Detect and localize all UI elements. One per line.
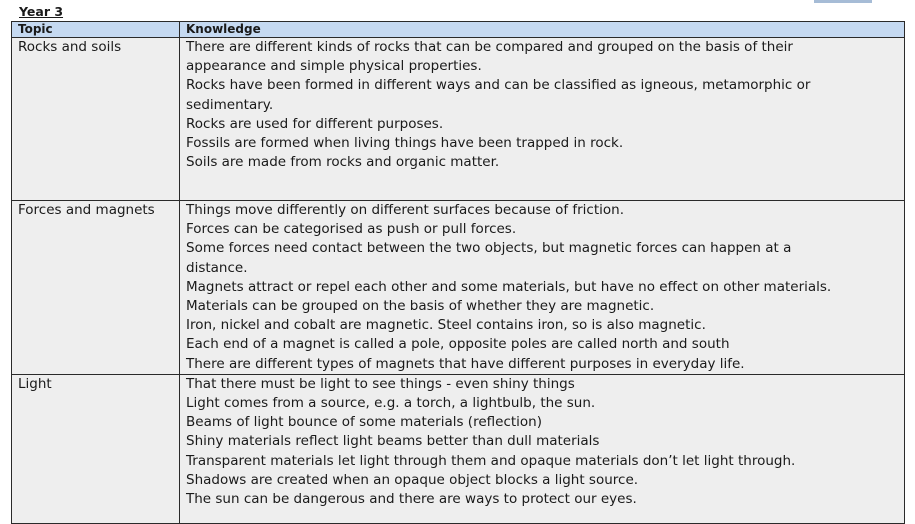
knowledge-line: Iron, nickel and cobalt are magnetic. Steel contains iron, so is also magnetic. xyxy=(186,317,706,334)
knowledge-line: Some forces need contact between the two objects, but magnetic forces can happen at a xyxy=(186,240,792,257)
knowledge-line: Shiny materials reflect light beams better than dull materials xyxy=(186,433,600,450)
table-row xyxy=(12,38,905,201)
knowledge-column-header: Knowledge xyxy=(180,22,905,38)
knowledge-line: Rocks have been formed in different ways and can be classified as igneous, metamorphic or xyxy=(186,77,811,94)
topic-cell: Rocks and soils xyxy=(12,38,180,201)
knowledge-line: appearance and simple physical properties. xyxy=(186,58,482,75)
knowledge-line: Rocks are used for different purposes. xyxy=(186,115,444,132)
knowledge-line: Each end of a magnet is called a pole, opposite poles are called north and south xyxy=(186,336,730,353)
topic-column-header: Topic xyxy=(12,22,180,38)
knowledge-line: That there must be light to see things - even shiny things xyxy=(186,375,575,392)
knowledge-line: Transparent materials let light through them and opaque materials don’t let light through. xyxy=(186,452,796,469)
knowledge-line: Fossils are formed when living things have been trapped in rock. xyxy=(186,135,624,152)
topic-cell: Light xyxy=(12,374,180,523)
knowledge-line: Soils are made from rocks and organic matter. xyxy=(186,154,500,171)
knowledge-line: The sun can be dangerous and there are ways to protect our eyes. xyxy=(186,491,637,508)
table-row xyxy=(12,201,905,375)
knowledge-line: Shadows are created when an opaque object blocks a light source. xyxy=(186,471,639,488)
knowledge-line: Magnets attract or repel each other and some materials, but have no effect on other materials. xyxy=(186,278,832,295)
knowledge-line: Things move differently on different surfaces because of friction. xyxy=(186,202,625,218)
page-title: Year 3 xyxy=(19,4,64,19)
table-header-row xyxy=(12,22,905,38)
table-row xyxy=(12,374,905,523)
knowledge-line: Beams of light bounce of some materials (reflection) xyxy=(186,414,542,431)
knowledge-cell xyxy=(180,38,905,201)
top-edge-bar xyxy=(814,0,872,3)
topic-cell: Forces and magnets xyxy=(12,201,180,375)
knowledge-line: Materials can be grouped on the basis of whether they are magnetic. xyxy=(186,298,655,315)
knowledge-line: Light comes from a source, e.g. a torch, a lightbulb, the sun. xyxy=(186,395,596,412)
knowledge-table xyxy=(11,21,905,524)
knowledge-line: There are different types of magnets that have different purposes in everyday life. xyxy=(186,355,745,372)
knowledge-line: distance. xyxy=(186,259,248,276)
knowledge-cell xyxy=(180,374,905,523)
knowledge-cell xyxy=(180,201,905,375)
knowledge-line: sedimentary. xyxy=(186,96,274,113)
knowledge-line: Forces can be categorised as push or pull forces. xyxy=(186,221,517,238)
knowledge-line: There are different kinds of rocks that can be compared and grouped on the basis of their xyxy=(186,39,793,55)
